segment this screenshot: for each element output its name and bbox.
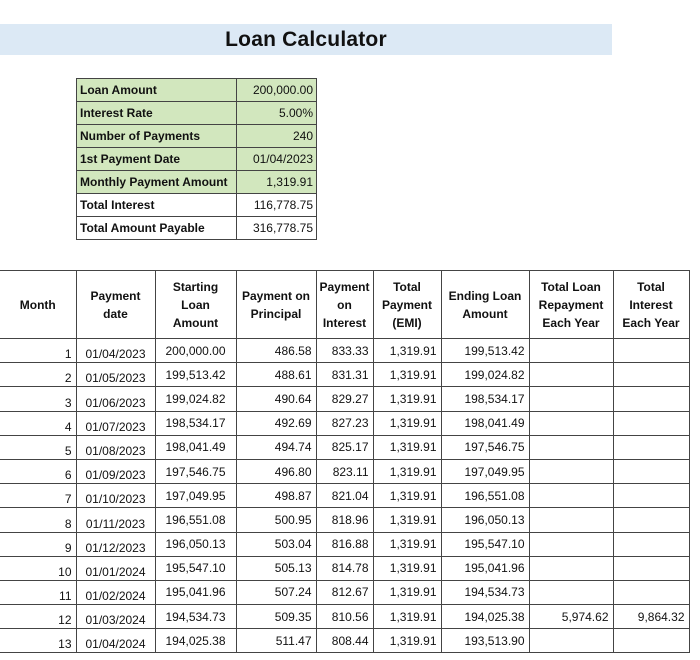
table-cell[interactable]: 198,041.49 (441, 411, 529, 435)
table-cell[interactable]: 509.35 (236, 605, 316, 629)
summary-row (77, 148, 317, 171)
table-cell[interactable]: 01/09/2023 (76, 459, 155, 483)
summary-label: Total Interest (77, 194, 237, 217)
table-cell[interactable]: 01/07/2023 (76, 411, 155, 435)
table-cell[interactable]: 490.64 (236, 387, 316, 411)
summary-value-cell[interactable]: 240 (237, 125, 317, 148)
table-cell[interactable]: 199,513.42 (155, 363, 236, 387)
column-header: Payment on Principal (236, 271, 316, 339)
summary-label: Loan Amount (77, 79, 237, 102)
table-cell[interactable]: 01/01/2024 (76, 556, 155, 580)
table-cell[interactable] (613, 387, 689, 411)
summary-row (77, 171, 317, 194)
table-cell[interactable]: 816.88 (316, 532, 373, 556)
table-cell[interactable]: 195,041.96 (155, 580, 236, 604)
table-cell[interactable]: 810.56 (316, 605, 373, 629)
summary-value-cell[interactable]: 5.00% (237, 102, 317, 125)
table-cell[interactable]: 197,546.75 (441, 435, 529, 459)
table-cell[interactable]: 6 (0, 459, 76, 483)
table-cell[interactable]: 196,551.08 (155, 508, 236, 532)
table-row (0, 532, 689, 556)
table-row (0, 435, 689, 459)
table-cell[interactable]: 503.04 (236, 532, 316, 556)
table-row (0, 508, 689, 532)
table-cell[interactable]: 01/06/2023 (76, 387, 155, 411)
table-cell[interactable]: 196,050.13 (155, 532, 236, 556)
column-header: Month (0, 271, 76, 339)
table-cell[interactable] (613, 339, 689, 363)
table-cell[interactable]: 827.23 (316, 411, 373, 435)
table-cell[interactable] (613, 411, 689, 435)
table-cell[interactable] (529, 363, 613, 387)
table-cell[interactable]: 831.31 (316, 363, 373, 387)
table-cell[interactable]: 1,319.91 (373, 411, 441, 435)
table-cell[interactable]: 01/04/2023 (76, 339, 155, 363)
table-cell[interactable]: 194,534.73 (155, 605, 236, 629)
table-row (0, 411, 689, 435)
table-cell[interactable] (529, 387, 613, 411)
table-cell[interactable]: 01/12/2023 (76, 532, 155, 556)
table-row (0, 605, 689, 629)
column-header: Total Loan Repayment Each Year (529, 271, 613, 339)
table-cell[interactable]: 494.74 (236, 435, 316, 459)
summary-value-cell[interactable]: 1,319.91 (237, 171, 317, 194)
table-cell[interactable]: 11 (0, 580, 76, 604)
table-cell[interactable] (613, 629, 689, 653)
table-cell[interactable]: 7 (0, 484, 76, 508)
table-row (0, 339, 689, 363)
table-cell[interactable] (529, 508, 613, 532)
summary-label: 1st Payment Date (77, 148, 237, 171)
table-cell[interactable]: 496.80 (236, 459, 316, 483)
summary-value-cell[interactable]: 200,000.00 (237, 79, 317, 102)
table-cell[interactable]: 821.04 (316, 484, 373, 508)
table-cell[interactable]: 492.69 (236, 411, 316, 435)
table-cell[interactable] (529, 629, 613, 653)
column-header: Payment date (76, 271, 155, 339)
table-cell[interactable]: 01/04/2024 (76, 629, 155, 653)
summary-value-cell[interactable]: 316,778.75 (237, 217, 317, 240)
table-cell[interactable] (613, 556, 689, 580)
table-cell[interactable]: 194,534.73 (441, 580, 529, 604)
table-cell[interactable]: 10 (0, 556, 76, 580)
table-cell[interactable]: 1 (0, 339, 76, 363)
table-cell[interactable]: 199,024.82 (441, 363, 529, 387)
table-cell[interactable]: 9 (0, 532, 76, 556)
table-cell[interactable]: 1,319.91 (373, 363, 441, 387)
table-cell[interactable]: 8 (0, 508, 76, 532)
table-cell[interactable]: 1,319.91 (373, 387, 441, 411)
table-cell[interactable]: 829.27 (316, 387, 373, 411)
column-header: Total Payment (EMI) (373, 271, 441, 339)
table-cell[interactable] (529, 459, 613, 483)
table-cell[interactable]: 13 (0, 629, 76, 653)
table-cell[interactable]: 01/03/2024 (76, 605, 155, 629)
summary-row (77, 194, 317, 217)
table-cell[interactable] (613, 435, 689, 459)
table-cell[interactable]: 1,319.91 (373, 532, 441, 556)
sheet-title: Loan Calculator (0, 24, 612, 55)
table-cell[interactable]: 1,319.91 (373, 580, 441, 604)
table-cell[interactable]: 808.44 (316, 629, 373, 653)
table-cell[interactable] (529, 339, 613, 363)
table-cell[interactable]: 200,000.00 (155, 339, 236, 363)
table-cell[interactable] (613, 580, 689, 604)
table-cell[interactable]: 511.47 (236, 629, 316, 653)
table-cell[interactable] (613, 532, 689, 556)
table-cell[interactable]: 01/08/2023 (76, 435, 155, 459)
summary-label: Number of Payments (77, 125, 237, 148)
table-cell[interactable]: 194,025.38 (155, 629, 236, 653)
table-row (0, 363, 689, 387)
summary-label: Interest Rate (77, 102, 237, 125)
table-cell[interactable]: 194,025.38 (441, 605, 529, 629)
table-cell[interactable]: 4 (0, 411, 76, 435)
table-cell[interactable] (529, 435, 613, 459)
table-cell[interactable]: 505.13 (236, 556, 316, 580)
table-cell[interactable]: 500.95 (236, 508, 316, 532)
table-cell[interactable] (613, 363, 689, 387)
table-row (0, 387, 689, 411)
table-cell[interactable]: 498.87 (236, 484, 316, 508)
table-cell[interactable]: 197,049.95 (441, 459, 529, 483)
table-cell[interactable]: 1,319.91 (373, 605, 441, 629)
table-cell[interactable]: 193,513.90 (441, 629, 529, 653)
table-cell[interactable] (613, 484, 689, 508)
table-cell[interactable]: 5,974.62 (529, 605, 613, 629)
table-cell[interactable]: 1,319.91 (373, 556, 441, 580)
table-cell[interactable]: 197,546.75 (155, 459, 236, 483)
table-cell[interactable]: 507.24 (236, 580, 316, 604)
table-cell[interactable]: 1,319.91 (373, 435, 441, 459)
table-cell[interactable]: 1,319.91 (373, 459, 441, 483)
summary-value-cell[interactable]: 116,778.75 (237, 194, 317, 217)
table-cell[interactable]: 825.17 (316, 435, 373, 459)
table-cell[interactable]: 198,041.49 (155, 435, 236, 459)
table-cell[interactable]: 833.33 (316, 339, 373, 363)
table-cell[interactable]: 196,050.13 (441, 508, 529, 532)
table-cell[interactable]: 486.58 (236, 339, 316, 363)
table-cell[interactable]: 198,534.17 (441, 387, 529, 411)
table-cell[interactable]: 12 (0, 605, 76, 629)
table-cell[interactable] (529, 532, 613, 556)
table-cell[interactable] (529, 411, 613, 435)
column-header: Starting Loan Amount (155, 271, 236, 339)
table-cell[interactable]: 199,513.42 (441, 339, 529, 363)
table-cell[interactable]: 5 (0, 435, 76, 459)
table-cell[interactable] (613, 508, 689, 532)
table-cell[interactable]: 823.11 (316, 459, 373, 483)
table-row (0, 629, 689, 653)
table-cell[interactable]: 195,547.10 (441, 532, 529, 556)
column-header: Payment on Interest (316, 271, 373, 339)
table-cell[interactable]: 488.61 (236, 363, 316, 387)
table-cell[interactable]: 812.67 (316, 580, 373, 604)
table-row (0, 484, 689, 508)
table-cell[interactable]: 1,319.91 (373, 508, 441, 532)
table-row (0, 556, 689, 580)
loan-summary-table (76, 78, 317, 240)
summary-row (77, 125, 317, 148)
table-cell[interactable]: 1,319.91 (373, 484, 441, 508)
table-cell[interactable] (529, 580, 613, 604)
summary-row (77, 102, 317, 125)
table-cell[interactable]: 2 (0, 363, 76, 387)
summary-row (77, 217, 317, 240)
table-cell[interactable]: 196,551.08 (441, 484, 529, 508)
summary-label: Total Amount Payable (77, 217, 237, 240)
column-header: Total Interest Each Year (613, 271, 689, 339)
table-cell[interactable]: 195,041.96 (441, 556, 529, 580)
table-cell[interactable]: 197,049.95 (155, 484, 236, 508)
table-cell[interactable]: 01/10/2023 (76, 484, 155, 508)
table-cell[interactable]: 1,319.91 (373, 339, 441, 363)
table-cell[interactable]: 198,534.17 (155, 411, 236, 435)
summary-value-cell[interactable]: 01/04/2023 (237, 148, 317, 171)
table-cell[interactable]: 01/02/2024 (76, 580, 155, 604)
table-cell[interactable]: 3 (0, 387, 76, 411)
column-header: Ending Loan Amount (441, 271, 529, 339)
table-cell[interactable] (613, 459, 689, 483)
table-cell[interactable]: 9,864.32 (613, 605, 689, 629)
table-cell[interactable]: 01/11/2023 (76, 508, 155, 532)
table-cell[interactable]: 195,547.10 (155, 556, 236, 580)
table-cell[interactable]: 814.78 (316, 556, 373, 580)
table-row (0, 459, 689, 483)
table-cell[interactable]: 01/05/2023 (76, 363, 155, 387)
table-cell[interactable]: 818.96 (316, 508, 373, 532)
summary-row (77, 79, 317, 102)
table-cell[interactable] (529, 556, 613, 580)
summary-label: Monthly Payment Amount (77, 171, 237, 194)
table-row (0, 580, 689, 604)
table-cell[interactable]: 1,319.91 (373, 629, 441, 653)
table-cell[interactable] (529, 484, 613, 508)
amortization-schedule-table (0, 270, 690, 653)
table-cell[interactable]: 199,024.82 (155, 387, 236, 411)
